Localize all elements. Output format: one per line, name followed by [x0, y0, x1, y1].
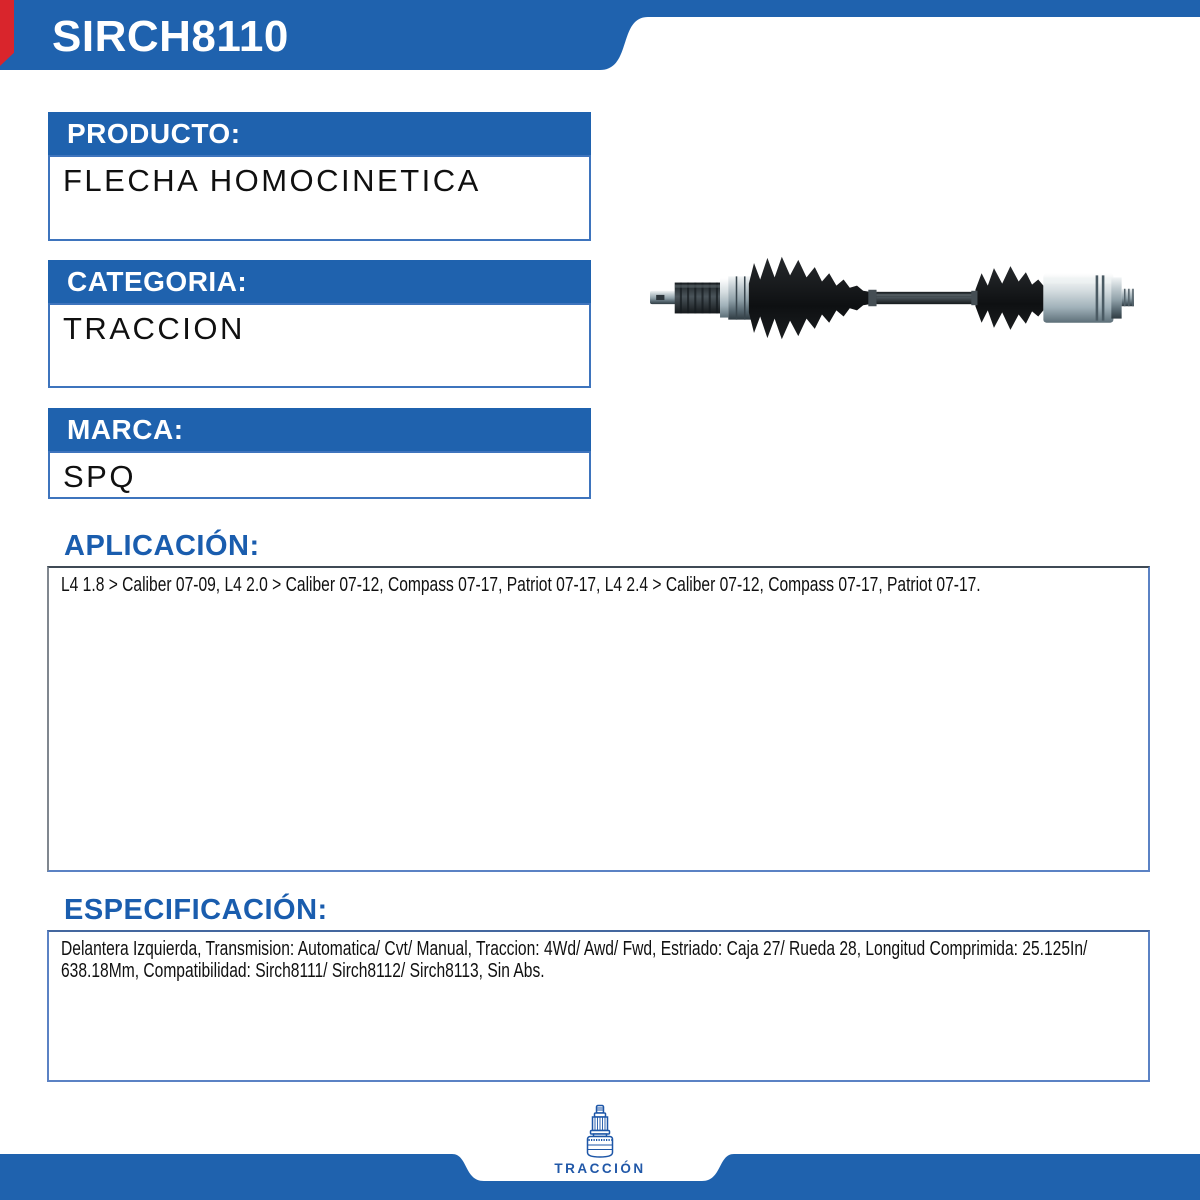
- field-categoria: [48, 260, 591, 388]
- field-marca-label: MARCA:: [48, 408, 591, 451]
- field-producto: [48, 112, 591, 241]
- footer-bar: [0, 1154, 1200, 1200]
- field-categoria-label: CATEGORIA:: [48, 260, 591, 303]
- especificacion-text: Delantera Izquierda, Transmision: Automatica/ Cvt/ Manual, Traccion: 4Wd/ Awd/ Fwd, Estriado: Caja 27/ Rueda 28, Longitud Comprimida: 25.125In/ 638.18Mm, Compatibilidad: Sirch8111/ Sirch8112/ Sirch8113, Sin Abs.: [61, 938, 1088, 982]
- field-marca-value: SPQ: [63, 459, 136, 494]
- field-producto-value: FLECHA HOMOCINETICA: [63, 163, 481, 198]
- field-categoria-box: [48, 303, 591, 388]
- especificacion-box: [47, 930, 1150, 1082]
- field-marca-box: [48, 451, 591, 499]
- aplicacion-text: L4 1.8 > Caliber 07-09, L4 2.0 > Caliber 07-12, Compass 07-17, Patriot 07-17, L4 2.4 > Caliber 07-12, Compass 07-17, Patriot 07-17.: [61, 574, 981, 596]
- field-producto-box: [48, 155, 591, 241]
- cv-joint-icon: [582, 1104, 618, 1160]
- footer-category-label: TRACCIÓN: [554, 1161, 646, 1176]
- especificacion-heading: ESPECIFICACIÓN:: [64, 894, 328, 926]
- field-producto-label: PRODUCTO:: [48, 112, 591, 155]
- part-number-title: SIRCH8110: [52, 12, 289, 61]
- aplicacion-box: [47, 566, 1150, 872]
- aplicacion-heading: APLICACIÓN:: [64, 530, 260, 562]
- field-categoria-value: TRACCION: [63, 311, 245, 346]
- field-marca: [48, 408, 591, 499]
- product-photo: [650, 246, 1134, 350]
